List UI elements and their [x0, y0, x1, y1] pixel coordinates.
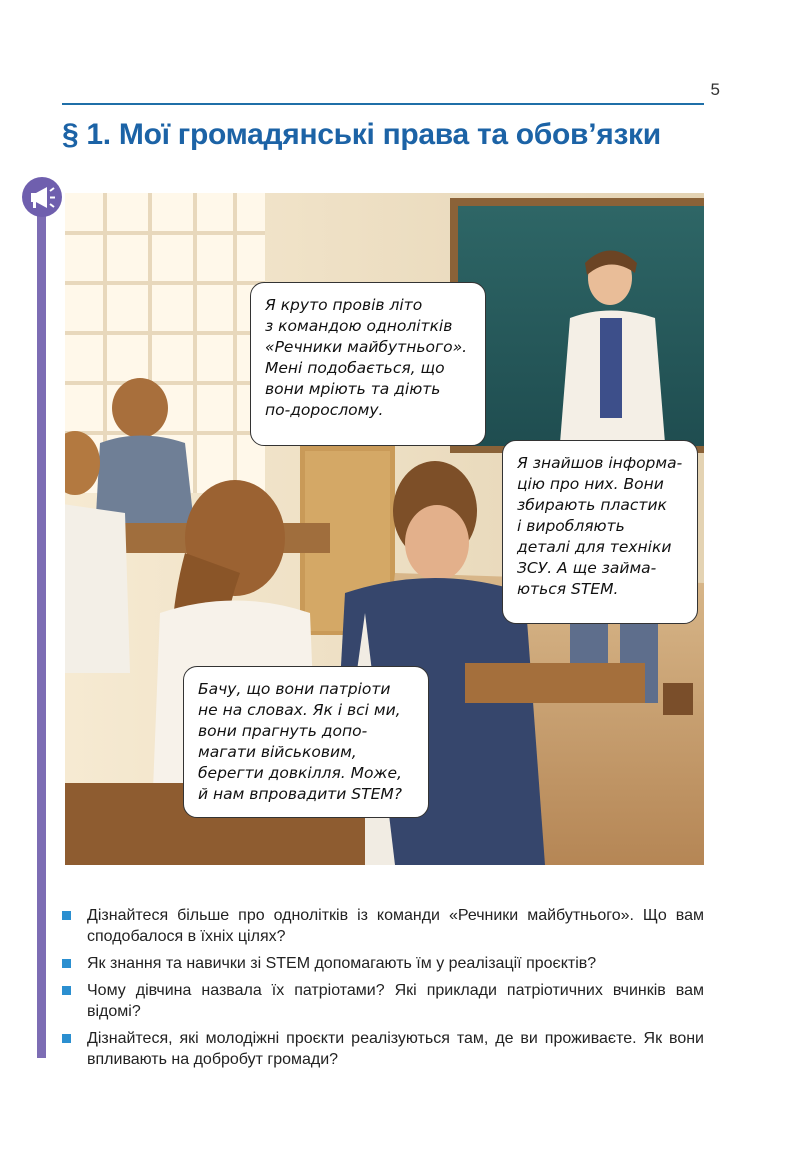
question-text: Як знання та навички зі STEM допомагають їм у реалізації проєктів?	[87, 955, 597, 972]
speech-bubble-girl: Бачу, що вони патріоти не на словах. Як і всі ми, вони прагнуть допо- магати військовим, берегти довкілля. Може, й нам впровадити STEM?	[183, 666, 429, 818]
square-bullet-icon	[62, 986, 71, 995]
list-item	[62, 1028, 704, 1070]
classroom-illustration	[65, 193, 704, 865]
speech-bubble-teacher: Я круто провів літо з командою однолітків «Речники майбутнього». Мені подобається, що вони мріють та діють по-дорослому.	[250, 282, 486, 446]
speech-bubble-boy: Я знайшов інформа- цію про них. Вони збирають пластик і виробляють деталі для техніки ЗСУ. А ще займа- ються STEM.	[502, 440, 698, 624]
side-accent-bar	[37, 206, 46, 1058]
question-text: Чому дівчина назвала їх патріотами? Які приклади патріотичних вчинків вам відомі?	[87, 982, 704, 1020]
question-list	[62, 905, 704, 1076]
list-item	[62, 953, 704, 974]
question-text: Дізнайтеся, які молодіжні проєкти реалізуються там, де ви проживаєте. Як вони впливають на добробут громади?	[87, 1030, 704, 1068]
header-rule	[62, 103, 704, 105]
list-item	[62, 980, 704, 1022]
question-text: Дізнайтеся більше про однолітків із команди «Речники майбутнього». Що вам сподобалося в їхніх цілях?	[87, 907, 704, 945]
megaphone-icon	[22, 177, 62, 217]
page-number: 5	[710, 80, 720, 99]
square-bullet-icon	[62, 959, 71, 968]
list-item	[62, 905, 704, 947]
square-bullet-icon	[62, 911, 71, 920]
page-title: § 1. Мої громадянські права та обов’язки	[62, 118, 661, 151]
square-bullet-icon	[62, 1034, 71, 1043]
